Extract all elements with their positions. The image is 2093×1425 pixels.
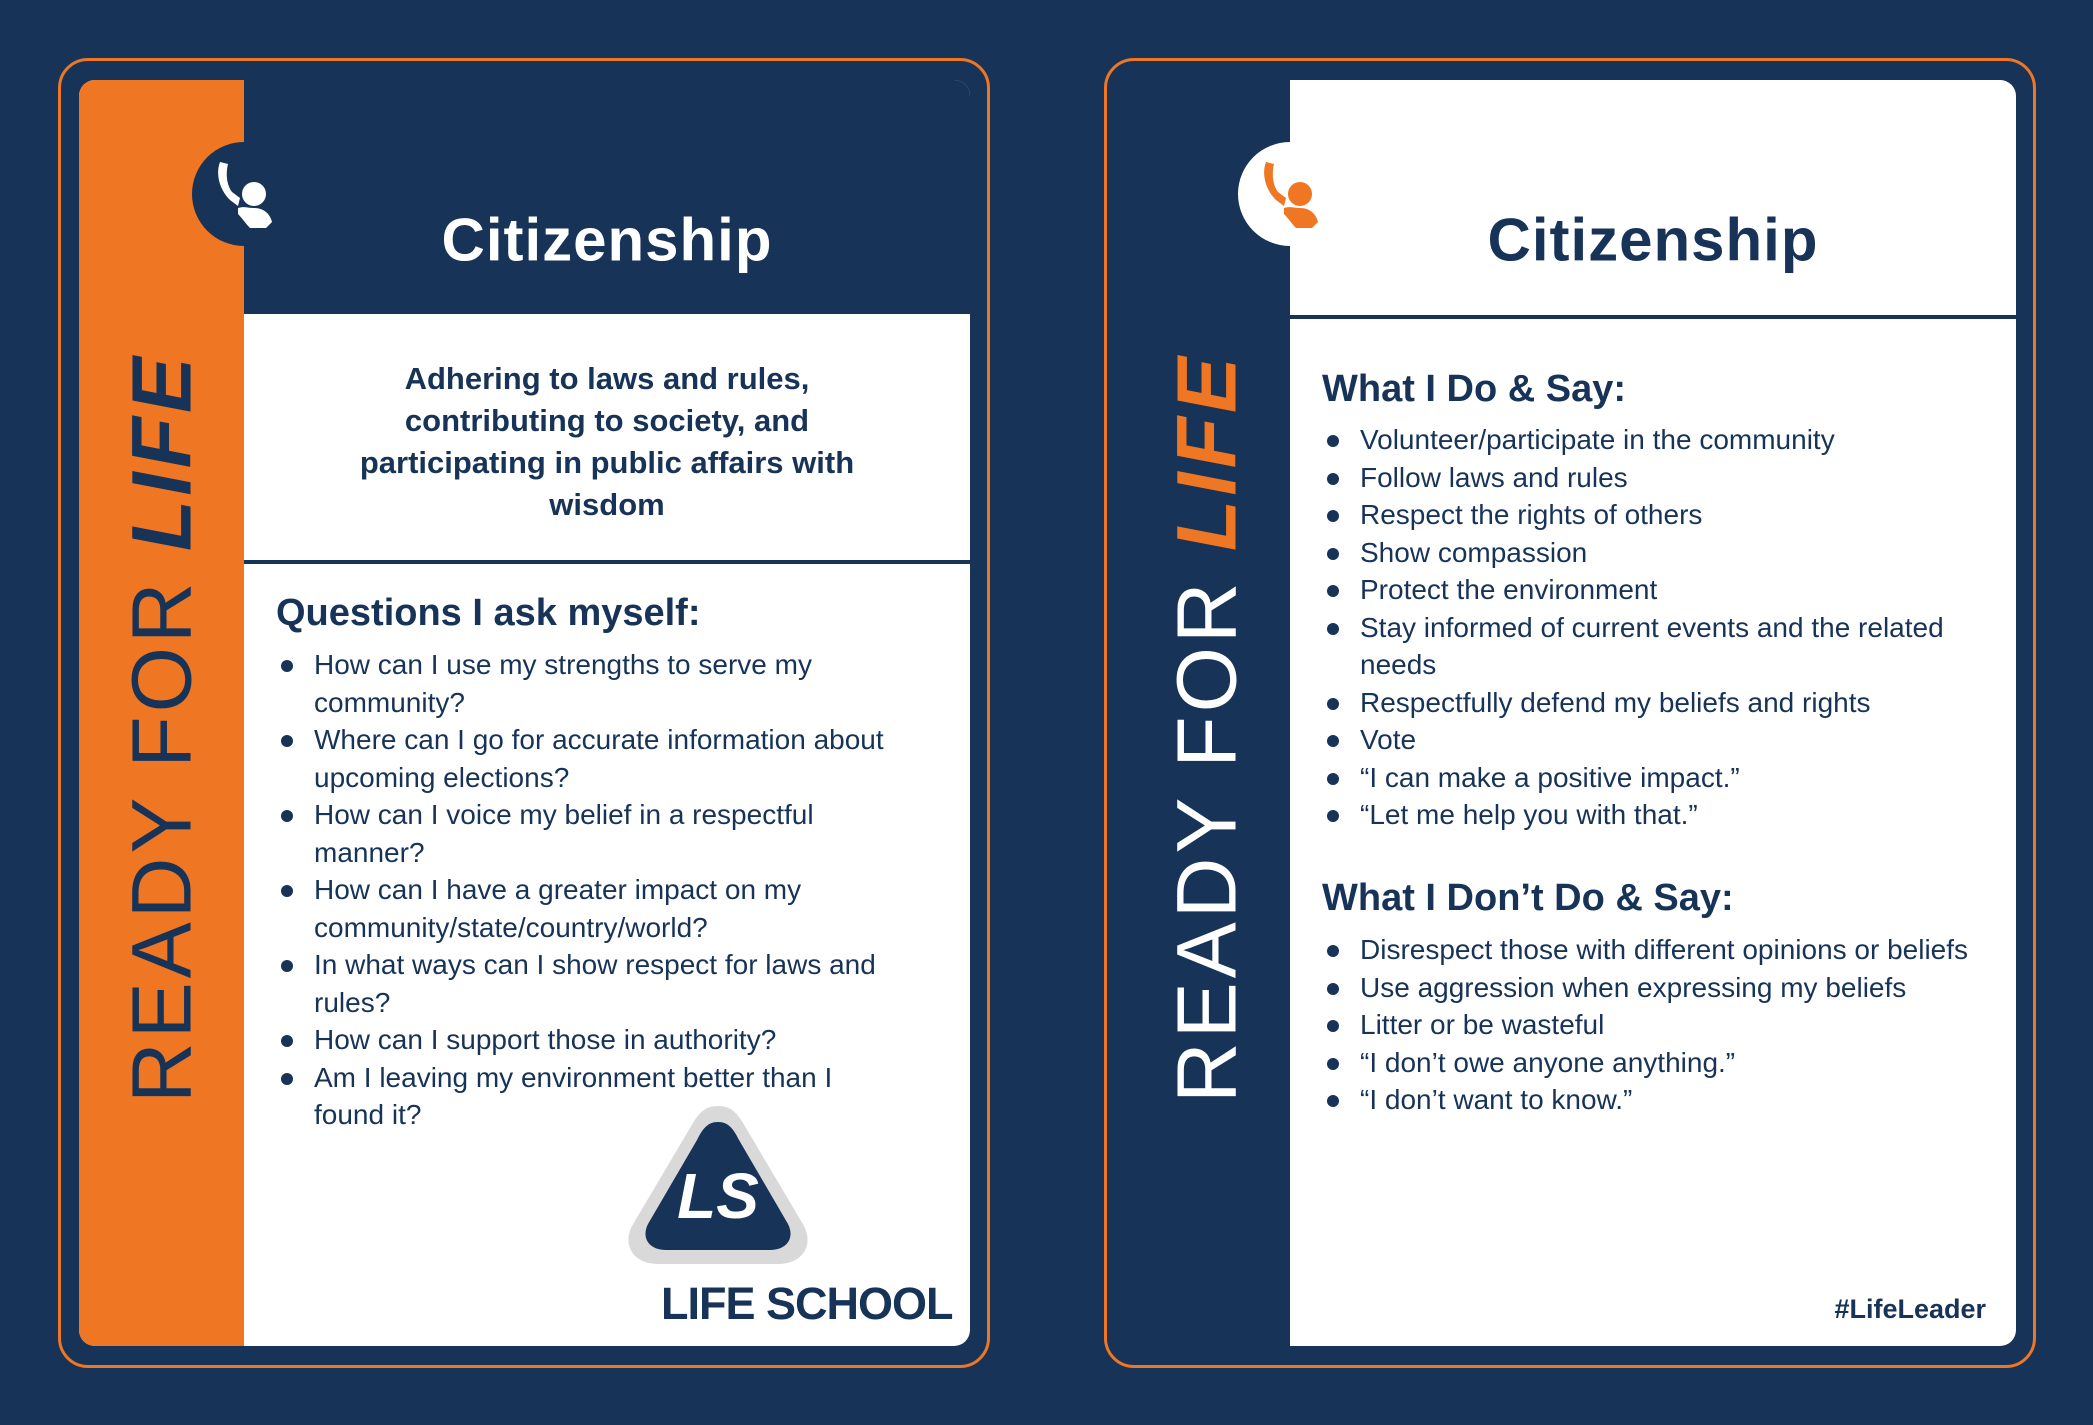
do-list xyxy=(1322,421,1982,834)
divider xyxy=(244,560,970,564)
list-item: Litter or be wasteful xyxy=(1322,1006,1982,1044)
list-item: Disrespect those with different opinions or beliefs xyxy=(1322,931,1982,969)
list-item: Protect the environment xyxy=(1322,571,1982,609)
left-card xyxy=(79,80,970,1346)
card-title: Citizenship xyxy=(441,206,773,274)
list-item: Show compassion xyxy=(1322,534,1982,572)
list-item: Where can I go for accurate information about upcoming elections? xyxy=(276,721,896,796)
list-item: Follow laws and rules xyxy=(1322,459,1982,497)
list-item: Use aggression when expressing my beliefs xyxy=(1322,969,1982,1007)
dont-list xyxy=(1322,931,1982,1119)
list-item: “I don’t want to know.” xyxy=(1322,1081,1982,1119)
list-item: Volunteer/participate in the community xyxy=(1322,421,1982,459)
questions-heading: Questions I ask myself: xyxy=(276,592,701,634)
hashtag: #LifeLeader xyxy=(1834,1294,1986,1324)
list-item: Respect the rights of others xyxy=(1322,496,1982,534)
right-card xyxy=(1124,80,2016,1346)
list-item: “I can make a positive impact.” xyxy=(1322,759,1982,797)
ready-for-life-banner xyxy=(79,80,244,1346)
logo-monogram: LS xyxy=(677,1160,759,1232)
list-item: How can I support those in authority? xyxy=(276,1021,896,1059)
ready-for-text: READY FOR xyxy=(1159,551,1253,1103)
list-item: How can I voice my belief in a respectful manner? xyxy=(276,796,896,871)
life-school-logo xyxy=(620,1100,816,1277)
logo-text: LIFE SCHOOL xyxy=(661,1278,953,1329)
questions-list xyxy=(276,646,896,1134)
dont-heading: What I Don’t Do & Say: xyxy=(1322,877,1734,919)
list-item: Respectfully defend my beliefs and rights xyxy=(1322,684,1982,722)
definition-text: Adhering to laws and rules, contributing to society, and participating in public affairs with wisdom xyxy=(359,361,855,522)
divider xyxy=(1290,315,2016,319)
life-text: LIFE xyxy=(114,353,208,552)
list-item: How can I use my strengths to serve my community? xyxy=(276,646,896,721)
left-title-band xyxy=(244,80,970,314)
list-item: Am I leaving my environment better than I found it? xyxy=(276,1059,896,1134)
life-text: LIFE xyxy=(1159,353,1253,552)
ready-for-life-banner xyxy=(1124,80,1289,1346)
list-item: How can I have a greater impact on my community/state/country/world? xyxy=(276,871,896,946)
list-item: Vote xyxy=(1322,721,1982,759)
list-item: “Let me help you with that.” xyxy=(1322,796,1982,834)
list-item: “I don’t owe anyone anything.” xyxy=(1322,1044,1982,1082)
list-item: Stay informed of current events and the related needs xyxy=(1322,609,1982,684)
ready-for-text: READY FOR xyxy=(114,551,208,1103)
do-heading: What I Do & Say: xyxy=(1322,368,1627,410)
list-item: In what ways can I show respect for laws and rules? xyxy=(276,946,896,1021)
card-title: Citizenship xyxy=(1487,206,1819,274)
